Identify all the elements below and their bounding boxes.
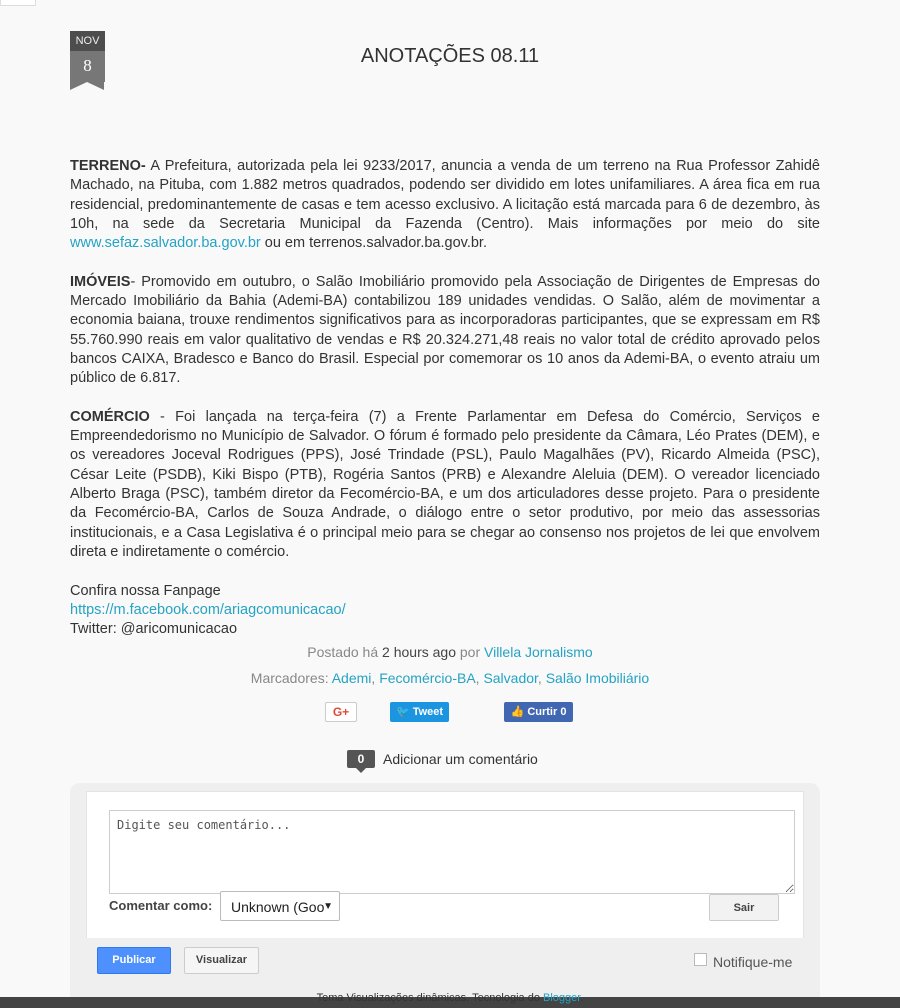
paragraph-imoveis bbox=[70, 273, 820, 389]
like-label: Curtir 0 bbox=[527, 706, 567, 718]
paragraph-text: - Foi lançada na terça-feira (7) a Frente Parlamentar em Defesa do Comércio, Serviços e Empreendedorismo no Município de Salvador. O fórum é formado pelo presidente da Câmara, Léo Prates (DEM), e os vereadores Joceval Rodrigues (PPS), José Trindade (PSL), Paulo Magalhães (PV), Ricardo Almeida (PSC), César Leite (PSDB), Kiki Bispo (PTB), Rogéria Santos (PRB) e Alexandre Aleluia (DEM). O vereador licenciado Alberto Braga (PSC), também diretor da Fecomércio-BA, e um dos articuladores desse projeto. Para o presidente da Fecomércio-BA, Carlos de Souza Andrade, o diálogo entre o setor produtivo, por meio das assessorias institucionais, e a Casa Legislativa é o principal meio para se chegar ao consenso nos projetos de lei que envolvem direta e indiretamente o comércio. bbox=[70, 408, 820, 560]
fanpage-link[interactable]: https://m.facebook.com/ariagcomunicacao/ bbox=[70, 601, 346, 618]
google-plus-button[interactable]: G+ bbox=[325, 702, 357, 722]
comment-count-badge: 0 bbox=[347, 750, 375, 768]
thumbs-up-icon: 👍 bbox=[510, 706, 525, 718]
comment-as-label: Comentar como: bbox=[109, 898, 213, 913]
corner-tab bbox=[0, 0, 36, 6]
posted-by: por bbox=[459, 644, 481, 660]
identity-value: Unknown (Goo bbox=[231, 899, 325, 915]
author-link[interactable]: Villela Jornalismo bbox=[484, 644, 593, 660]
paragraph-text: - Promovido em outubro, o Salão Imobiliário promovido pela Associação de Dirigentes de Empresas do Mercado Imobiliário da Bahia (Ademi-BA) contabilizou 189 unidades vendidas. O Salão, além de movimentar a economia baiana, trouxe rendimentos significativos para as incorporadoras participantes, que se expressam em R$ 55.760.990 reais em valor qualitativo de vendas e R$ 20.324.271,48 reais no valor total de crédito aprovado pelos bancos CAIXA, Bradesco e Banco do Brasil. Especial por comemorar os 10 anos da Ademi-BA, o evento atraiu um público de 6.817. bbox=[70, 273, 820, 387]
post-meta bbox=[0, 644, 900, 660]
footer-credits bbox=[0, 992, 900, 1004]
comment-count-tail bbox=[356, 768, 366, 773]
label-link[interactable]: Salão Imobiliário bbox=[545, 670, 650, 686]
blogger-link[interactable]: Blogger bbox=[543, 992, 581, 1004]
tweet-button[interactable] bbox=[390, 702, 449, 722]
fanpage-label: Confira nossa Fanpage bbox=[70, 582, 221, 599]
date-ribbon-tail bbox=[70, 82, 104, 90]
facebook-like-button[interactable] bbox=[504, 702, 573, 722]
post-labels: Marcadores: Ademi, Fecomércio-BA, Salvador, Salão Imobiliário bbox=[250, 670, 650, 686]
tweet-label: Tweet bbox=[412, 706, 444, 718]
label-link[interactable]: Fecomércio-BA bbox=[379, 670, 476, 686]
notify-label: Notifique-me bbox=[713, 954, 793, 970]
label-link[interactable]: Salvador bbox=[483, 670, 538, 686]
label-link[interactable]: Ademi bbox=[331, 670, 372, 686]
sefaz-link[interactable]: www.sefaz.salvador.ba.gov.br bbox=[70, 235, 261, 252]
date-month: NOV bbox=[70, 31, 105, 51]
posted-time: 2 hours ago bbox=[382, 644, 456, 660]
twitter-handle: Twitter: @aricomunicacao bbox=[70, 621, 238, 638]
paragraph-lead: TERRENO- bbox=[70, 158, 146, 174]
paragraph-lead: IMÓVEIS bbox=[70, 273, 131, 290]
identity-select[interactable] bbox=[220, 891, 340, 921]
posted-prefix: Postado há bbox=[307, 644, 379, 660]
comment-box bbox=[70, 783, 820, 1008]
comment-form bbox=[86, 791, 804, 938]
post-title: ANOTAÇÕES 08.11 bbox=[360, 45, 540, 67]
paragraph-comercio bbox=[70, 408, 820, 562]
social-links bbox=[70, 582, 820, 640]
paragraph-text: A Prefeitura, autorizada pela lei 9233/2017, anuncia a venda de um terreno na Rua Professor Zahidê Machado, na Pituba, com 1.882 metros quadrados, podendo ser dividido em lotes unifamiliares. A área fica em rua residencial, predominantemente de casas e tem acesso exclusivo. A licitação está marcada para 6 de dezembro, às 10h, na sede da Secretaria Municipal da Fazenda (Centro). Mais informações por meio do site bbox=[70, 158, 820, 232]
paragraph-terreno bbox=[70, 157, 820, 253]
footer-end: . bbox=[580, 992, 584, 1004]
sign-out-button[interactable]: Sair bbox=[709, 894, 779, 921]
post-body bbox=[70, 157, 820, 659]
paragraph-text: ou em terrenos.salvador.ba.gov.br. bbox=[260, 235, 487, 252]
twitter-bird-icon: 🐦 bbox=[395, 706, 410, 718]
date-day: 8 bbox=[70, 51, 105, 82]
footer-text: Tema Visualizações dinâmicas. Tecnologia do bbox=[316, 992, 540, 1004]
labels-prefix: Marcadores: bbox=[250, 670, 329, 686]
paragraph-lead: COMÉRCIO bbox=[70, 408, 150, 425]
notify-checkbox[interactable] bbox=[694, 953, 707, 966]
add-comment-label[interactable]: Adicionar um comentário bbox=[383, 751, 538, 767]
dropdown-arrow-icon: ▼ bbox=[323, 901, 333, 912]
preview-button[interactable]: Visualizar bbox=[184, 947, 259, 974]
publish-button[interactable]: Publicar bbox=[97, 947, 171, 974]
comment-input[interactable] bbox=[109, 810, 795, 894]
